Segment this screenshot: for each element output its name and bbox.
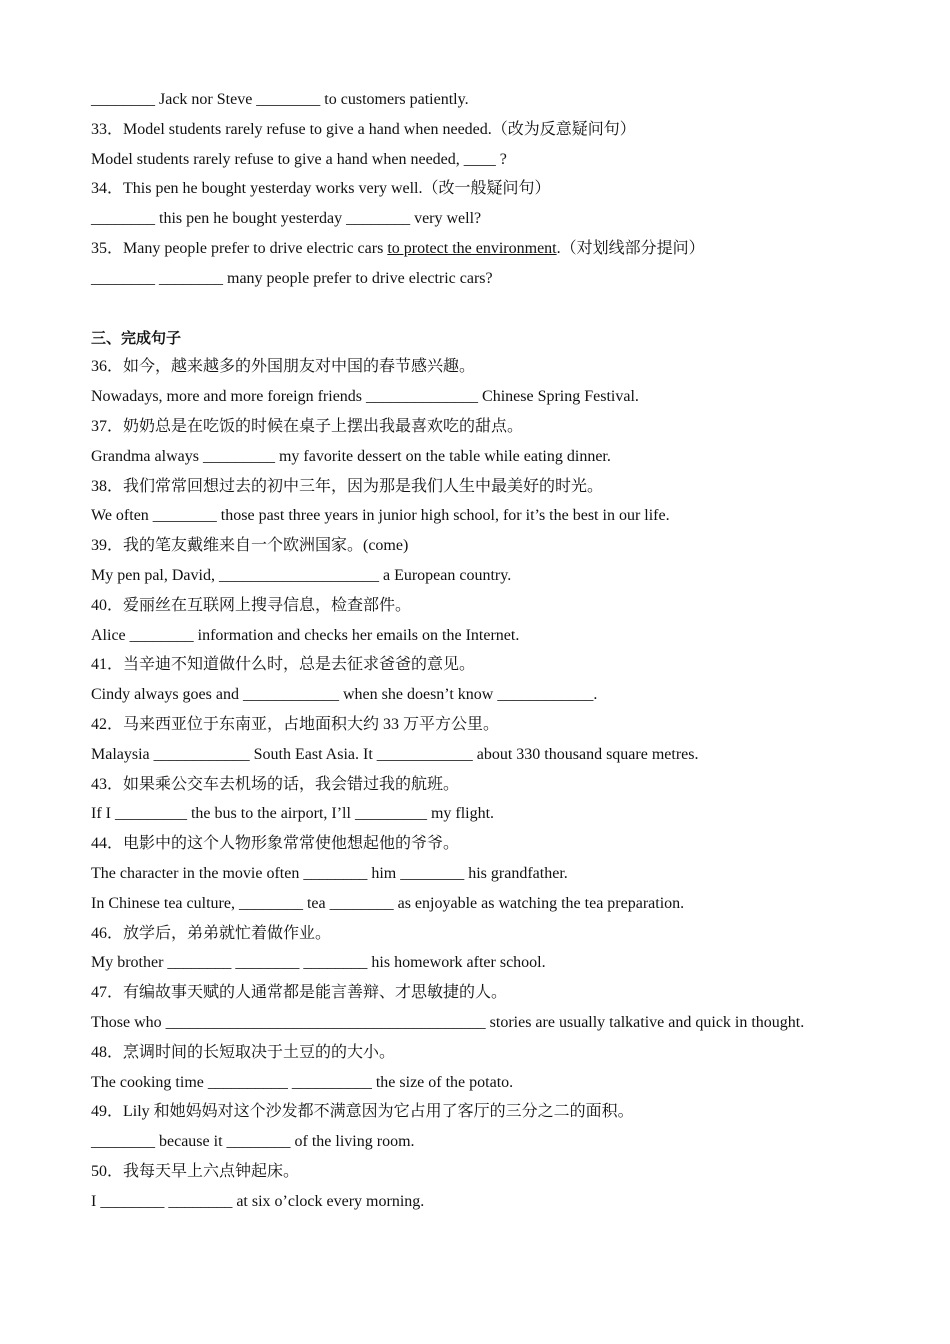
line-text: ________ Jack nor Steve ________ to customers patiently.	[91, 91, 469, 108]
question-50	[91, 1160, 891, 1190]
answer-line-32	[91, 88, 891, 118]
question-43	[91, 773, 891, 803]
underlined-phrase: to protect the environment	[387, 239, 557, 257]
line-text: Those who ________________________________________ stories are usually talkative and quick in thought.	[91, 1013, 805, 1031]
line-text: 39．我的笔友戴维来自一个欧洲国家。(come)	[91, 537, 409, 555]
line-text: I ________ ________ at six o’clock every morning.	[91, 1192, 425, 1210]
line-text: Model students rarely refuse to give a hand when needed, ____ ?	[91, 150, 507, 168]
line-text: 37．奶奶总是在吃饭的时候在桌子上摆出我最喜欢吃的甜点。	[91, 417, 524, 435]
line-text: 33．Model students rarely refuse to give a hand when needed.（改为反意疑问句）	[91, 120, 636, 138]
question-38	[91, 475, 891, 505]
line-text: 46．放学后，弟弟就忙着做作业。	[91, 924, 332, 942]
question-40	[91, 594, 891, 624]
answer-line-39	[91, 564, 891, 594]
question-37	[91, 415, 891, 445]
question-47	[91, 981, 891, 1011]
line-text: 41．当辛迪不知道做什么时，总是去征求爸爸的意见。	[91, 656, 476, 674]
line-text: My pen pal, David, ____________________ a European country.	[91, 566, 512, 584]
answer-line-40	[91, 624, 891, 654]
line-text: 34．This pen he bought yesterday works very well.（改一般疑问句）	[91, 180, 551, 198]
line-text: 42．马来西亚位于东南亚，占地面积大约 33 万平方公里。	[91, 715, 500, 733]
line-text: ________ ________ many people prefer to drive electric cars?	[91, 269, 493, 287]
question-46	[91, 922, 891, 952]
section-gap	[91, 297, 891, 326]
line-text: Nowadays, more and more foreign friends ______________ Chinese Spring Festival.	[91, 388, 639, 406]
line-text: If I _________ the bus to the airport, I’ll _________ my flight.	[91, 805, 495, 823]
question-35	[91, 237, 891, 267]
line-text: 38．我们常常回想过去的初中三年，因为那是我们人生中最美好的时光。	[91, 477, 604, 495]
answer-line-47	[91, 1011, 891, 1041]
line-text: We often ________ those past three years in junior high school, for it’s the best in our life.	[91, 507, 670, 525]
line-text: Cindy always goes and ____________ when she doesn’t know ____________.	[91, 686, 598, 704]
line-text: Malaysia ____________ South East Asia. It ____________ about 330 thousand square metres.	[91, 745, 699, 763]
line-text: In Chinese tea culture, ________ tea ________ as enjoyable as watching the tea preparation.	[91, 894, 685, 912]
answer-line-46	[91, 951, 891, 981]
answer-line-43	[91, 802, 891, 832]
line-text: 36．如今，越来越多的外国朋友对中国的春节感兴趣。	[91, 358, 476, 376]
question-36	[91, 355, 891, 385]
answer-line-35	[91, 267, 891, 297]
answer-line-33	[91, 148, 891, 178]
line-text: 47．有编故事天赋的人通常都是能言善辩、才思敏捷的人。	[91, 984, 508, 1002]
question-42	[91, 713, 891, 743]
answer-line-42	[91, 743, 891, 773]
line-text: The cooking time __________ __________ the size of the potato.	[91, 1073, 514, 1091]
worksheet-page	[91, 88, 891, 1219]
question-44	[91, 832, 891, 862]
line-text-before: 35．Many people prefer to drive electric cars	[91, 239, 388, 257]
line-text: 50．我每天早上六点钟起床。	[91, 1162, 300, 1180]
line-text-after: .（对划线部分提问）	[556, 239, 705, 257]
section-heading	[91, 326, 891, 356]
answer-line-38	[91, 504, 891, 534]
question-34	[91, 177, 891, 207]
line-text: 40．爱丽丝在互联网上搜寻信息，检查部件。	[91, 596, 412, 614]
answer-line-49	[91, 1130, 891, 1160]
answer-line-50	[91, 1190, 891, 1220]
line-text: ________ because it ________ of the living room.	[91, 1133, 415, 1151]
line-text: 44．电影中的这个人物形象常常使他想起他的爷爷。	[91, 835, 460, 853]
line-text: 48．烹调时间的长短取决于土豆的的大小。	[91, 1043, 396, 1061]
question-39	[91, 534, 891, 564]
answer-line-41	[91, 683, 891, 713]
line-text: Grandma always _________ my favorite dessert on the table while eating dinner.	[91, 447, 611, 465]
question-33	[91, 118, 891, 148]
question-41	[91, 653, 891, 683]
answer-line-45	[91, 892, 891, 922]
question-49	[91, 1100, 891, 1130]
answer-line-44	[91, 862, 891, 892]
section-title: 三、完成句子	[91, 328, 182, 347]
answer-line-37	[91, 445, 891, 475]
line-text: 43．如果乘公交车去机场的话，我会错过我的航班。	[91, 775, 460, 793]
line-text: Alice ________ information and checks her emails on the Internet.	[91, 626, 520, 644]
line-text: 49．Lily 和她妈妈对这个沙发都不满意因为它占用了客厅的三分之二的面积。	[91, 1103, 634, 1121]
line-text: My brother ________ ________ ________ his homework after school.	[91, 954, 546, 972]
line-text: ________ this pen he bought yesterday ________ very well?	[91, 210, 482, 228]
question-48	[91, 1041, 891, 1071]
line-text: The character in the movie often ________ him ________ his grandfather.	[91, 864, 568, 882]
answer-line-34	[91, 207, 891, 237]
answer-line-36	[91, 385, 891, 415]
answer-line-48	[91, 1071, 891, 1101]
